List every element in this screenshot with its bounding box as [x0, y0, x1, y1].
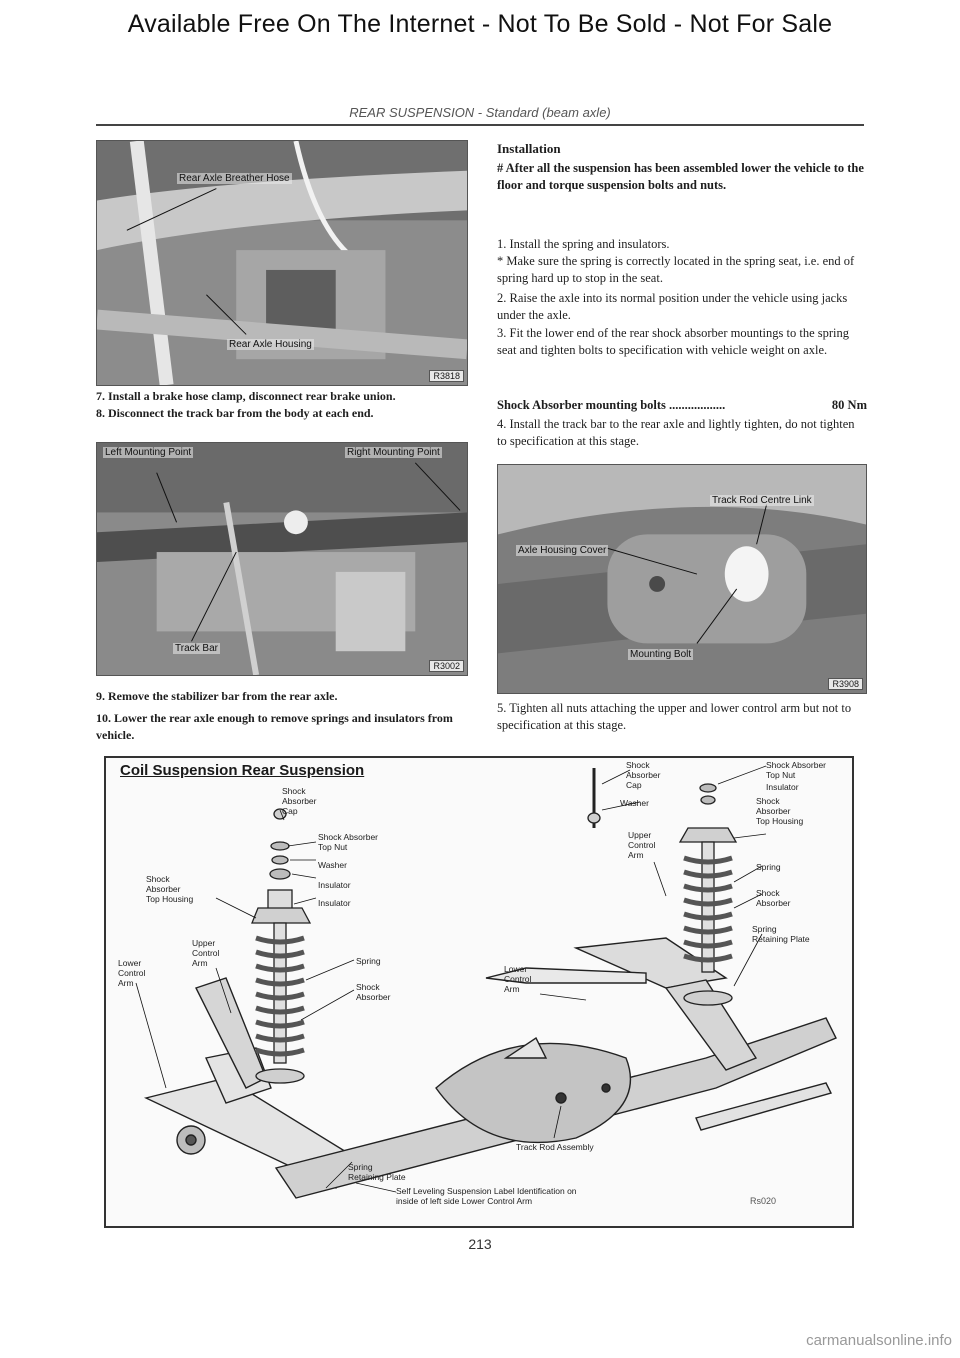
label-shock-absorber-cap-left: Shock Absorber Cap: [282, 786, 317, 816]
label-washer-left: Washer: [318, 860, 347, 870]
label-rear-axle-breather-hose: Rear Axle Breather Hose: [179, 173, 290, 184]
photo-1-code: R3818: [429, 370, 464, 382]
label-top-housing-right: Shock Absorber Top Housing: [756, 796, 804, 826]
left-spring-group: [252, 809, 310, 1083]
step-8: 8. Disconnect the track bar from the body at each end.: [96, 406, 374, 420]
label-top-housing-left: Shock Absorber Top Housing: [146, 874, 194, 904]
label-right-mounting-point: Right Mounting Point: [347, 447, 440, 458]
photo-track-rod-centre-link: [497, 464, 867, 694]
installation-step-3: 3. Fit the lower end of the rear shock absorber mountings to the spring seat and tighten bolts to specification with vehicle weight on axle.: [497, 326, 850, 357]
page-number: 213: [468, 1236, 492, 1252]
label-washer-right: Washer: [620, 798, 649, 808]
site-watermark: carmanualsonline.info: [806, 1332, 952, 1349]
step-7: 7. Install a brake hose clamp, disconnect rear brake union.: [96, 389, 396, 403]
label-insulator-right: Insulator: [766, 782, 799, 792]
label-track-bar: Track Bar: [175, 643, 218, 654]
label-shock-absorber-right: Shock Absorber: [756, 888, 791, 908]
step-10: 10. Lower the rear axle enough to remove springs and insulators from vehicle.: [96, 711, 453, 742]
installation-step-4: 4. Install the track bar to the rear axle and lightly tighten, do not tighten to specification at this stage.: [497, 417, 855, 448]
installation-step-2: 2. Raise the axle into its normal position under the vehicle using jacks under the axle.: [497, 291, 848, 322]
label-axle-housing-cover: Axle Housing Cover: [518, 545, 607, 556]
label-left-mounting-point: Left Mounting Point: [105, 447, 192, 458]
header-rule: [96, 124, 864, 126]
coil-suspension-diagram: [104, 756, 854, 1228]
section-title: REAR SUSPENSION - Standard (beam axle): [349, 105, 611, 120]
photo-2-code: R3002: [429, 660, 464, 672]
installation-heading: Installation: [497, 141, 561, 156]
label-lower-control-arm-centre: Lower Control Arm: [504, 964, 532, 994]
watermark-banner: Available Free On The Internet - Not To Be Sold - Not For Sale: [127, 10, 833, 38]
label-rear-axle-housing: Rear Axle Housing: [229, 339, 312, 350]
label-lower-control-arm-left: Lower Control Arm: [118, 958, 146, 988]
spec-row: [497, 397, 867, 414]
label-spring-right: Spring: [756, 862, 781, 872]
diagram-title: Coil Suspension Rear Suspension: [120, 762, 365, 779]
label-track-rod-assembly: Track Rod Assembly: [516, 1142, 594, 1152]
photo-rear-axle-housing: [96, 140, 468, 386]
photo-track-bar: [96, 442, 468, 676]
label-top-nut-right: Shock Absorber Top Nut: [766, 760, 827, 780]
label-shock-absorber-cap-right: Shock Absorber Cap: [626, 760, 661, 790]
diagram-code: Rs020: [749, 1196, 776, 1206]
photo-2-image: [97, 443, 467, 675]
label-spring-retaining-plate-bottom: Spring Retaining Plate: [348, 1162, 406, 1182]
label-upper-control-arm-left: Upper Control Arm: [192, 938, 220, 968]
spec-label: Shock Absorber mounting bolts ..................: [497, 398, 726, 412]
label-spring-left: Spring: [356, 956, 381, 966]
label-mounting-bolt: Mounting Bolt: [630, 649, 692, 660]
label-upper-control-arm-right: Upper Control Arm: [628, 830, 656, 860]
label-insulator-left-1: Insulator: [318, 880, 351, 890]
label-track-rod-centre-link: Track Rod Centre Link: [712, 495, 812, 506]
label-top-nut-left: Shock Absorber Top Nut: [318, 832, 379, 852]
label-self-leveling-note: Self Leveling Suspension Label Identification on inside of left side Lower Control Arm: [396, 1186, 577, 1206]
spec-value: 80 Nm: [831, 398, 867, 412]
label-spring-retaining-plate-right: Spring Retaining Plate: [752, 924, 810, 944]
step-9: 9. Remove the stabilizer bar from the rear axle.: [96, 689, 338, 703]
step-5: 5. Tighten all nuts attaching the upper and lower control arm but not to specification at this stage.: [497, 701, 852, 732]
installation-step-1-note: * Make sure the spring is correctly located in the spring seat, i.e. end of spring hard up to stop in the seat.: [497, 254, 855, 285]
label-insulator-left-2: Insulator: [318, 898, 351, 908]
photo-3-code: R3908: [828, 678, 863, 690]
exploded-view-drawing: [106, 758, 852, 1226]
label-shock-absorber-left: Shock Absorber: [356, 982, 391, 1002]
installation-step-1: 1. Install the spring and insulators.: [497, 237, 670, 251]
installation-note: # After all the suspension has been assembled lower the vehicle to the floor and torque suspension bolts and nuts.: [497, 161, 864, 192]
